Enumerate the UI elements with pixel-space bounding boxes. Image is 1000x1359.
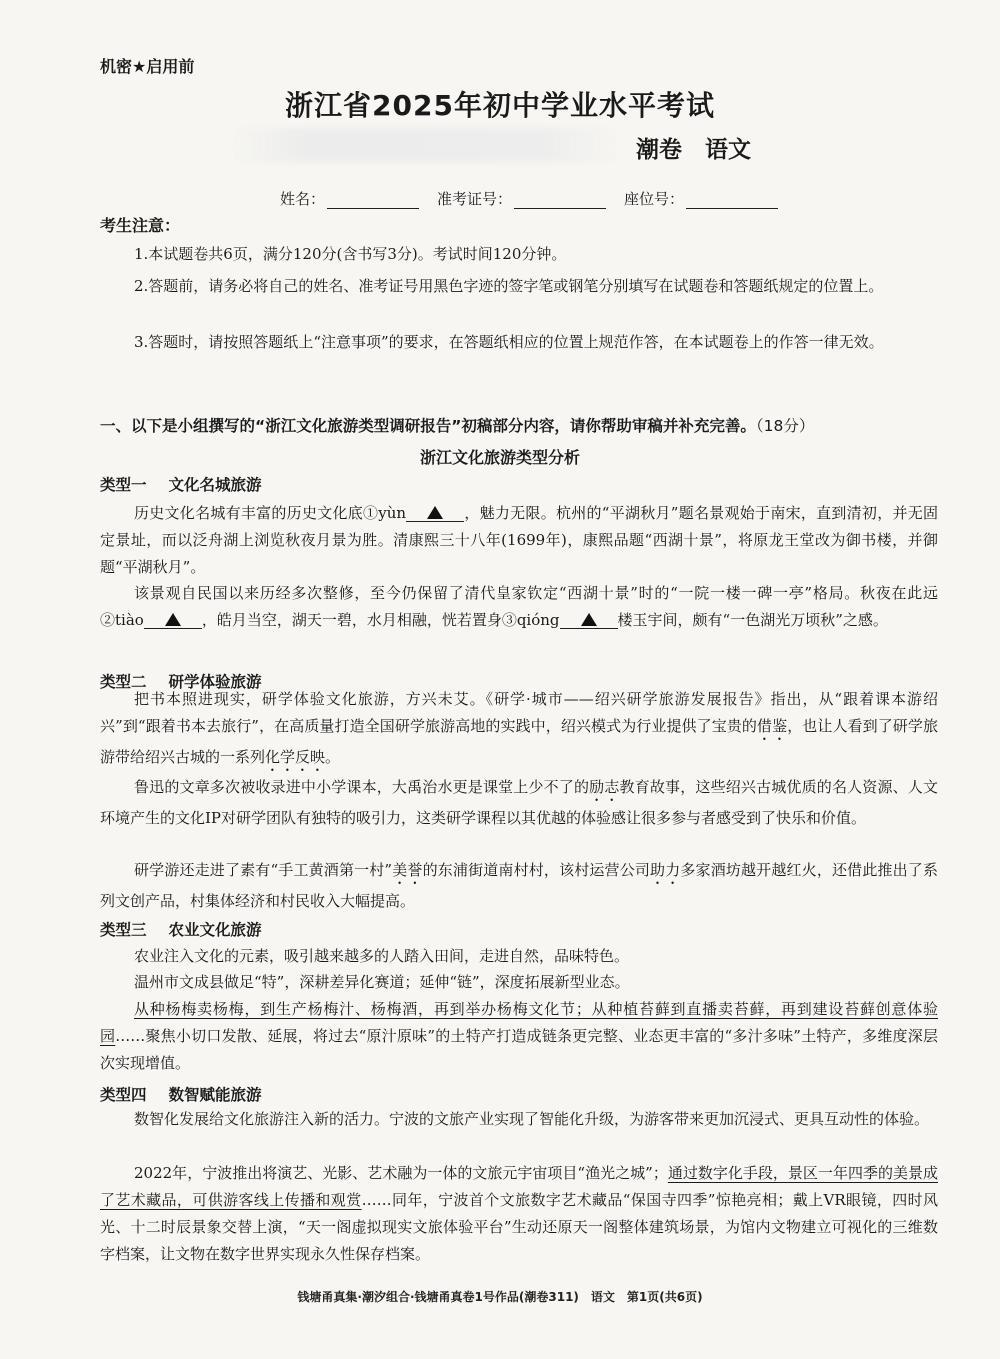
- blank-label-3: ③qióng: [501, 611, 560, 629]
- underlined-text: 通过数字化手段，景区一年四季的美景成了艺术藏品，可供游客线上传播和观赏: [100, 1164, 938, 1209]
- candidate-fields: [280, 188, 778, 209]
- name-line[interactable]: [327, 192, 419, 209]
- text-run: ……聚焦小切口发散、延展，将过去“原汁原味”的土特产打造成链条更完整、业态更丰富的“多汁多味”土特产，多维度深层次实现增值。: [100, 1027, 938, 1072]
- seat-field[interactable]: [624, 188, 778, 209]
- underlined-text: 从种杨梅卖杨梅，到生产杨梅汁、杨梅酒，再到举办杨梅文化节；从种植苔藓到直播卖苔藓，再到建设苔藓创意体验园: [100, 1000, 938, 1045]
- text-run: 历史文化名城有丰富的历史文化底: [134, 504, 364, 522]
- blank-label-1: ①yùn: [363, 504, 407, 522]
- exam-title: 浙江省2025年初中学业水平考试: [285, 89, 715, 122]
- text-run: 2022年，宁波推出将演艺、光影、艺术融为一体的文旅元宇宙项目“渔光之城”；: [134, 1164, 668, 1182]
- text-run: 该景观自民国以来历经多次整修，至今仍保留了清代皇家钦定“西湖十景”时的“一院一楼一碑一亭”格局。秋夜在此远: [134, 584, 938, 602]
- name-label: 姓名：: [280, 190, 326, 208]
- answer-blank-2[interactable]: [144, 612, 202, 629]
- text-run: 的东浦街道南村村，该村运营公司: [422, 861, 651, 879]
- text-run: ，也让人看到了研学旅游带给绍兴古城的一系列: [100, 717, 938, 766]
- type3-paragraph-2: 温州市文成县做足“特”，深耕差异化赛道；延伸“链”，深度拓展新型业态。: [134, 973, 630, 991]
- type-heading-3: [100, 918, 262, 940]
- exam-id-line[interactable]: [514, 192, 606, 209]
- section-heading-text: 一、以下是小组撰写的“浙江文化旅游类型调研报告”初稿部分内容，请你帮助审稿并补充完善。: [100, 417, 756, 435]
- blurred-region: [230, 128, 620, 162]
- type-name: 农业文化旅游: [168, 921, 262, 939]
- blank-label-2: ②tiào: [100, 611, 144, 629]
- type-label: 类型三: [100, 921, 147, 939]
- seat-line[interactable]: [686, 192, 778, 209]
- type-label: 类型四: [100, 1086, 147, 1104]
- type3-paragraph-1: 农业注入文化的元素，吸引越来越多的人踏入田间，走进自然，品味特色。: [134, 947, 630, 965]
- notice-item-1: 1.本试题卷共6页，满分120分(含书写3分)。考试时间120分钟。: [134, 245, 567, 263]
- dotted-word: 助力: [650, 861, 681, 879]
- type-name: 文化名城旅游: [168, 476, 262, 494]
- seat-label: 座位号：: [624, 190, 685, 208]
- dotted-word: 美誉: [392, 861, 423, 879]
- type4-paragraph-1: 数智化发展给文化旅游注入新的活力。宁波的文旅产业实现了智能化升级，为游客带来更加沉浸式、更具互动性的体验。: [134, 1110, 930, 1128]
- type-label: 类型一: [100, 476, 147, 494]
- text-run: 楼玉宇间，颇有“一色湖光万顷秋”之感。: [617, 611, 888, 629]
- notice-heading: 考生注意：: [100, 216, 181, 235]
- report-title: 浙江文化旅游类型分析: [419, 448, 580, 467]
- type1-paragraph-2: [100, 580, 938, 634]
- type2-paragraph-2: [100, 774, 938, 832]
- notice-item-3: 3.答题时，请按照答题纸上“注意事项”的要求，在答题纸相应的位置上规范作答，在本试题卷上的作答一律无效。: [134, 333, 884, 351]
- section-heading: [100, 414, 940, 436]
- text-run: 把书本照进现实，研学体验文化旅游，方兴未艾。《研学·城市——绍兴研学旅游发展报告》指出，从“跟着课本游绍兴”到“跟着书本去旅行”，在高质量打造全国研学旅游高地的实践中，绍兴模式为行业提供了宝贵的: [100, 690, 938, 735]
- dotted-word: 励志: [589, 778, 620, 796]
- text-run: ，魅力无限。杭州的“平湖秋月”题名景观始于南宋，直到清初，并无固定景址，而以泛舟湖上浏览秋夜月景为胜。清康熙三十八年(1699年)，康熙品题“西湖十景”，将原龙王堂改为御书楼，并御题“平湖秋月”。: [100, 504, 938, 576]
- exam-subtitle: 潮卷 语文: [636, 137, 751, 163]
- dotted-word: 借鉴: [757, 717, 788, 735]
- type-name: 研学体验旅游: [168, 673, 262, 691]
- triangle-icon: [165, 613, 181, 626]
- answer-blank-1[interactable]: [406, 505, 464, 522]
- answer-blank-3[interactable]: [560, 612, 618, 629]
- text-run: 研学游还走进了素有“手工黄酒第一村”: [134, 861, 393, 879]
- exam-id-label: 准考证号：: [437, 190, 513, 208]
- type2-paragraph-3: [100, 857, 938, 915]
- dotted-word: 化学反映: [265, 748, 326, 766]
- text-run: ，皓月当空，湖天一碧，水月相融，恍若置身: [201, 611, 502, 629]
- section-score: （18分）: [755, 417, 815, 435]
- text-run: 多家酒坊越开越红火，还借此推出了系列文创产品，村集体经济和村民收入大幅提高。: [100, 861, 938, 910]
- page-footer: 钱塘甬真集·潮汐组合·钱塘甬真卷1号作品(潮卷311) 语文 第1页(共6页): [297, 1290, 703, 1304]
- text-run: ……同年，宁波首个文旅数字艺术藏品“保国寺四季”惊艳亮相；戴上VR眼镜，四时风光、十二时辰景象交替上演，“天一阁虚拟现实文旅体验平台”生动还原天一阁整体建筑场景，为馆内文物建立可视化的三维数字档案，让文物在数字世界实现永久性保存档案。: [100, 1191, 938, 1263]
- type3-paragraph-3: [100, 996, 938, 1077]
- text-run: 。: [325, 748, 341, 766]
- text-run: 教育故事，这些绍兴古城优质的名人资源、人文环境产生的文化IP对研学团队有独特的吸引力，这类研学课程以其优越的体验感让很多参与者感受到了快乐和价值。: [100, 778, 938, 827]
- type-name: 数智赋能旅游: [168, 1086, 262, 1104]
- notice-item-2: 2.答题前，请务必将自己的姓名、准考证号用黑色字迹的签字笔或钢笔分别填写在试题卷和答题纸规定的位置上。: [134, 277, 884, 295]
- name-field[interactable]: [280, 188, 419, 209]
- type4-paragraph-2: [100, 1160, 938, 1268]
- triangle-icon: [581, 613, 597, 626]
- type-label: 类型二: [100, 673, 147, 691]
- type2-paragraph-1: [100, 686, 938, 775]
- secret-label: 机密★启用前: [100, 57, 195, 76]
- triangle-icon: [427, 506, 443, 519]
- text-run: 鲁迅的文章多次被收录进中小学课本，大禹治水更是课堂上少不了的: [134, 778, 590, 796]
- type1-paragraph-1: [100, 500, 938, 581]
- exam-id-field[interactable]: [437, 188, 606, 209]
- type-heading-1: [100, 473, 262, 495]
- type-heading-4: [100, 1083, 262, 1105]
